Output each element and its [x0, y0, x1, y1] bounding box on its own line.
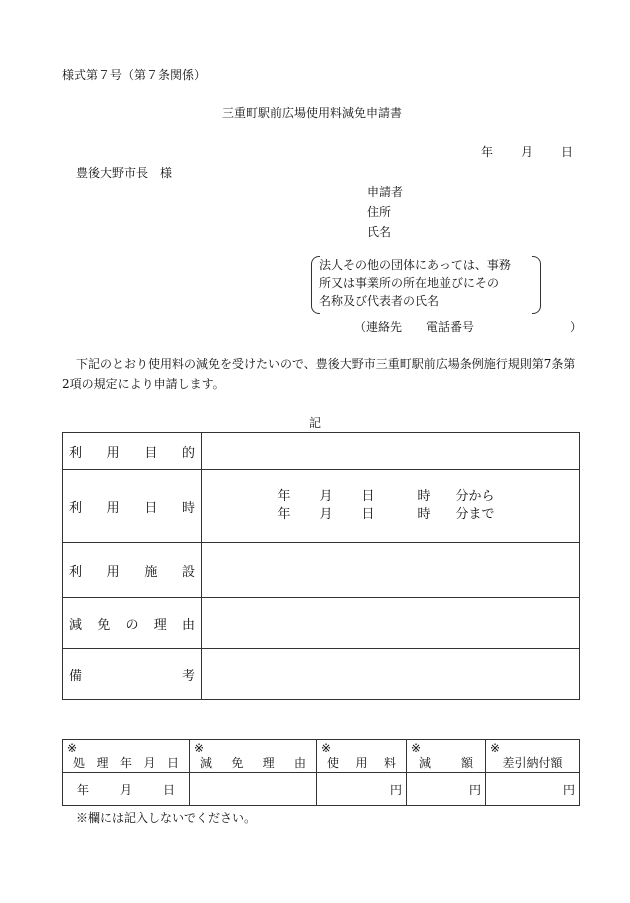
footnote: ※欄には記入しないでください。: [76, 811, 257, 825]
applicant-label: 申請者: [367, 185, 404, 199]
label-char: 考: [181, 668, 195, 684]
office-header-net: [486, 740, 580, 773]
label-char: 年: [119, 756, 132, 770]
date-day-label: 日: [561, 145, 574, 159]
office-value-net[interactable]: [486, 773, 580, 806]
yen-unit: 円: [389, 782, 402, 797]
dt-minute-to: 分まで: [455, 507, 495, 522]
label-char: 施: [144, 564, 158, 580]
label-char: 利: [69, 564, 83, 580]
label-char: 用: [106, 500, 120, 516]
label-char: 備: [69, 668, 83, 684]
yen-unit: 円: [562, 782, 575, 797]
table-row: [63, 740, 580, 773]
net-payment-header-label: 差引納付額: [502, 756, 563, 770]
table-row: [63, 649, 580, 700]
dt-month: 月: [319, 507, 333, 522]
table-row: [63, 598, 580, 649]
office-header-date: [63, 740, 190, 773]
corporate-note-line: 所又は事業所の所在地並びにその: [319, 276, 500, 290]
datetime-field[interactable]: [202, 470, 580, 543]
dt-month: 月: [319, 489, 333, 504]
datetime-from: [202, 488, 579, 506]
dt-minute-from: 分から: [455, 489, 495, 504]
application-date: [481, 143, 573, 160]
asterisk-mark: ※: [321, 741, 332, 755]
label-char: 利: [69, 500, 83, 516]
label-char: 利: [69, 445, 83, 461]
label-char: の: [125, 617, 139, 633]
date-year-label: 年: [481, 145, 494, 159]
label-char: 免: [97, 617, 111, 633]
office-header-reason: [190, 740, 317, 773]
office-header-reduction: [407, 740, 486, 773]
label-char: 時: [181, 500, 195, 516]
label-char: 由: [181, 617, 195, 633]
date-day-label: 日: [162, 782, 175, 797]
label-char: 由: [293, 756, 306, 770]
table-row: [63, 773, 580, 806]
label-char: 用: [355, 756, 368, 770]
label-char: 料: [383, 756, 396, 770]
purpose-field[interactable]: [202, 433, 580, 470]
applicant-name-label: 氏名: [367, 225, 392, 239]
facility-field[interactable]: [202, 543, 580, 598]
dt-year: 年: [277, 507, 291, 522]
corporate-note: [311, 256, 533, 312]
datetime-to: [202, 506, 579, 524]
asterisk-mark: ※: [490, 741, 501, 755]
application-table: [62, 432, 580, 700]
office-value-fee[interactable]: [317, 773, 407, 806]
body-text: 下記のとおり使用料の減免を受けたいので、豊後大野市三重町駅前広場条例施行規則第7条第2項の規定により申請します。: [62, 357, 576, 391]
corporate-note-line: 名称及び代表者の氏名: [319, 294, 440, 308]
datetime-label: [63, 470, 202, 543]
applicant-address-label: 住所: [367, 205, 392, 219]
label-char: 理: [262, 756, 275, 770]
label-char: 使: [327, 756, 340, 770]
addressee: 豊後大野市長 様: [76, 166, 173, 180]
left-bracket: [311, 256, 320, 314]
label-char: 理: [96, 756, 109, 770]
form-number: 様式第７号（第７条関係）: [62, 68, 207, 82]
dt-day: 日: [361, 489, 375, 504]
asterisk-mark: ※: [194, 741, 205, 755]
applicant-block: [367, 182, 403, 242]
label-char: 日: [144, 500, 158, 516]
reason-label: [63, 598, 202, 649]
asterisk-mark: ※: [67, 741, 78, 755]
facility-label: [63, 543, 202, 598]
asterisk-mark: ※: [411, 741, 422, 755]
purpose-label: [63, 433, 202, 470]
yen-unit: 円: [468, 782, 481, 797]
label-char: 減: [419, 756, 432, 770]
table-row: [63, 433, 580, 470]
table-row: [63, 543, 580, 598]
label-char: 月: [143, 756, 156, 770]
right-bracket: [532, 256, 541, 314]
contact-line: （連絡先 電話番号 ）: [354, 320, 583, 334]
label-char: 目: [144, 445, 158, 461]
label-char: 免: [231, 756, 244, 770]
remarks-label: [63, 649, 202, 700]
label-char: 用: [106, 445, 120, 461]
reason-field[interactable]: [202, 598, 580, 649]
office-value-date[interactable]: [63, 773, 190, 806]
label-char: 額: [460, 756, 473, 770]
dt-year: 年: [277, 489, 291, 504]
document-title: 三重町駅前広場使用料減免申請書: [222, 106, 403, 120]
date-month-label: 月: [521, 145, 534, 159]
office-value-reduction[interactable]: [407, 773, 486, 806]
label-char: 用: [106, 564, 120, 580]
label-char: 的: [181, 445, 195, 461]
label-char: 日: [166, 756, 179, 770]
label-char: 設: [181, 564, 195, 580]
date-month-label: 月: [119, 782, 132, 797]
label-char: 理: [153, 617, 167, 633]
dt-day: 日: [361, 507, 375, 522]
office-value-reason[interactable]: [190, 773, 317, 806]
dt-hour: 時: [417, 489, 431, 504]
table-row: [63, 470, 580, 543]
office-header-fee: [317, 740, 407, 773]
corporate-note-line: 法人その他の団体にあっては、事務: [319, 258, 511, 272]
remarks-field[interactable]: [202, 649, 580, 700]
ki-heading: 記: [309, 416, 322, 430]
label-char: 減: [69, 617, 83, 633]
dt-hour: 時: [417, 507, 431, 522]
office-use-table: [62, 739, 580, 806]
label-char: 減: [200, 756, 213, 770]
label-char: 処: [73, 756, 86, 770]
date-year-label: 年: [77, 782, 90, 797]
